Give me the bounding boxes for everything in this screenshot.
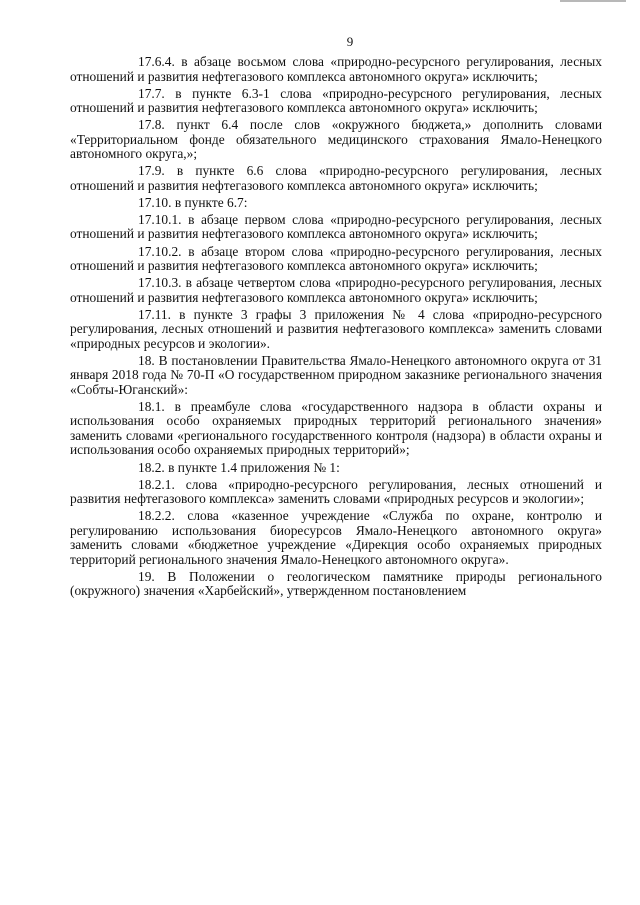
paragraph-18: 18. В постановлении Правительства Ямало-Ненецкого автономного округа от 31 января 2018 года № 70-П «О государственном природном заказнике регионального значения «Собты-Юганский»: bbox=[70, 352, 602, 397]
paragraph-17-6-4: 17.6.4. в абзаце восьмом слова «природно-ресурсного регулирования, лесных отношений и развития нефтегазового комплекса автономного округа» исключить; bbox=[70, 54, 602, 84]
paragraph-17-10: 17.10. в пункте 6.7: bbox=[138, 194, 248, 210]
paragraph-17-9: 17.9. в пункте 6.6 слова «природно-ресурсного регулирования, лесных отношений и развития нефтегазового комплекса автономного округа» исключить; bbox=[70, 163, 602, 193]
paragraph-18-2-2: 18.2.2. слова «казенное учреждение «Служба по охране, контролю и регулированию использования биоресурсов Ямало-Ненецкого автономного округа» заменить словами «бюджетное учреждение «Дирекция особо охраняемых природных территорий регионального значения Ямало-Ненецкого автономного округа». bbox=[70, 508, 602, 567]
paragraph-18-1: 18.1. в преамбуле слова «государственного надзора в области охраны и использования особо охраняемых природных территорий регионального значения» заменить словами «регионального государственного контроля (надзора) в области охраны и использования особо охраняемых природных территорий»; bbox=[70, 398, 602, 458]
paragraph-18-2: 18.2. в пункте 1.4 приложения № 1: bbox=[138, 459, 340, 475]
paragraph-19: 19. В Положении о геологическом памятнике природы регионального (окружного) значения «Харбейский», утвержденном постановлением bbox=[70, 568, 602, 599]
paragraph-17-7: 17.7. в пункте 6.3-1 слова «природно-ресурсного регулирования, лесных отношений и развития нефтегазового комплекса автономного округа» исключить; bbox=[70, 85, 602, 116]
paragraph-17-10-3: 17.10.3. в абзаце четвертом слова «природно-ресурсного регулирования, лесных отношений и развития нефтегазового комплекса автономного округа» исключить; bbox=[70, 275, 602, 305]
paragraph-18-2-1: 18.2.1. слова «природно-ресурсного регулирования, лесных отношений и развития нефтегазового комплекса» заменить словами «природных ресурсов и экологии»; bbox=[70, 476, 602, 507]
paragraph-17-8: 17.8. пункт 6.4 после слов «окружного бюджета,» дополнить словами «Территориальном фонде обязательного медицинского страхования Ямало-Ненецкого автономного округа,»; bbox=[70, 117, 602, 162]
paragraph-17-10-1: 17.10.1. в абзаце первом слова «природно-ресурсного регулирования, лесных отношений и развития нефтегазового комплекса автономного округа» исключить; bbox=[70, 211, 602, 242]
paragraph-17-11: 17.11. в пункте 3 графы 3 приложения № 4 слова «природно-ресурсного регулирования, лесных отношений и развития нефтегазового комплекса» заменить словами «природных ресурсов и экологии». bbox=[70, 306, 602, 351]
document-body bbox=[70, 55, 602, 601]
page-number: 9 bbox=[346, 34, 354, 49]
page-top-mark bbox=[560, 0, 626, 2]
paragraph-17-10-2: 17.10.2. в абзаце втором слова «природно-ресурсного регулирования, лесных отношений и развития нефтегазового комплекса автономного округа» исключить; bbox=[70, 243, 602, 274]
